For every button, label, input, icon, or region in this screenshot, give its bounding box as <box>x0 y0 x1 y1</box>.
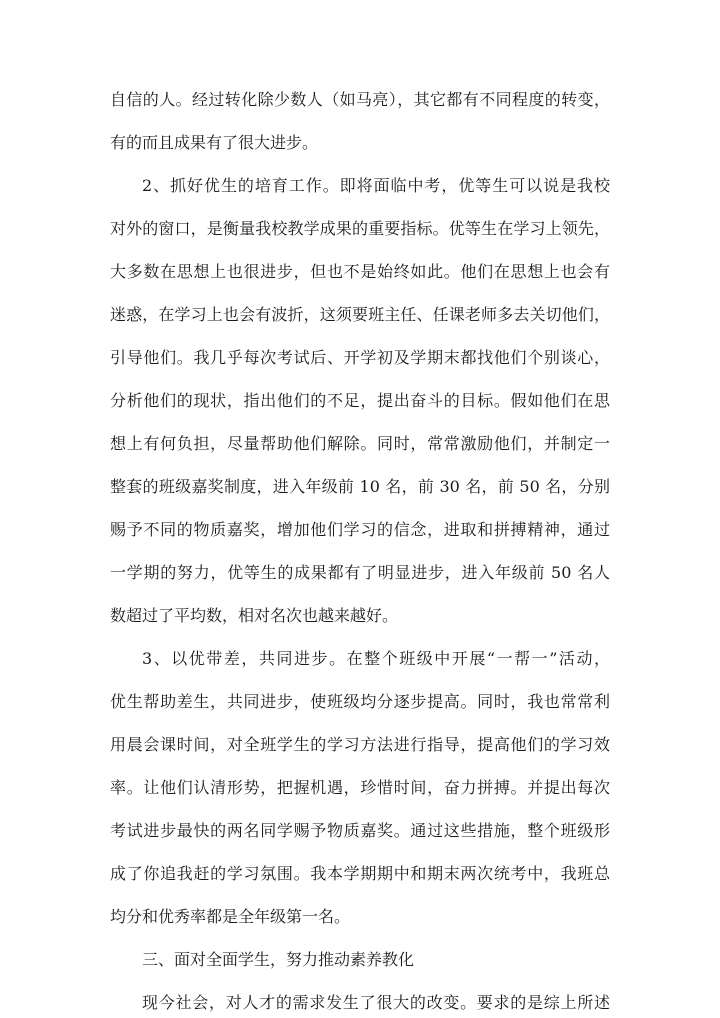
text-line-9: 想上有何负担，尽量帮助他们解除。同时，常常激励他们，并制定一 <box>110 434 610 453</box>
text-line-1: 自信的人。经过转化除少数人（如马亮），其它都有不同程度的转变， <box>110 90 610 109</box>
text-line-11: 赐予不同的物质嘉奖，增加他们学习的信念，进取和拼搏精神，通过 <box>110 520 610 539</box>
paragraph-4-first-line: 现今社会，对人才的需求发生了很大的改变。要求的是综上所述 <box>142 993 610 1012</box>
text-line-18: 考试进步最快的两名同学赐予物质嘉奖。通过这些措施，整个班级形 <box>110 821 610 840</box>
text-line-10: 整套的班级嘉奖制度，进入年级前 10 名，前 30 名，前 50 名，分别 <box>110 477 610 496</box>
text-line-17: 率。让他们认清形势，把握机遇，珍惜时间，奋力拼搏。并提出每次 <box>110 778 610 797</box>
text-line-8: 分析他们的现状，指出他们的不足，提出奋斗的目标。假如他们在思 <box>110 391 610 410</box>
text-line-7: 引导他们。我几乎每次考试后、开学初及学期末都找他们个别谈心， <box>110 348 610 367</box>
text-line-5: 大多数在思想上也很进步，但也不是始终如此。他们在思想上也会有 <box>110 262 610 281</box>
text-line-19: 成了你追我赶的学习氛围。我本学期期中和期末两次统考中，我班总 <box>110 864 610 883</box>
paragraph-3-first-line: 3、以优带差，共同进步。在整个班级中开展“一帮一”活动， <box>142 649 610 668</box>
text-line-4: 对外的窗口，是衡量我校教学成果的重要指标。优等生在学习上领先， <box>110 219 610 238</box>
paragraph-2-first-line: 2、抓好优生的培育工作。即将面临中考，优等生可以说是我校 <box>142 176 610 195</box>
text-line-2: 有的而且成果有了很大进步。 <box>110 133 319 152</box>
text-line-16: 用晨会课时间，对全班学生的学习方法进行指导，提高他们的学习效 <box>110 735 610 754</box>
text-line-15: 优生帮助差生，共同进步，使班级均分逐步提高。同时，我也常常利 <box>110 692 610 711</box>
text-line-20: 均分和优秀率都是全年级第一名。 <box>110 907 351 926</box>
text-line-13: 数超过了平均数，相对名次也越来越好。 <box>110 606 399 625</box>
section-heading-3: 三、面对全面学生，努力推动素养教化 <box>142 950 415 969</box>
text-line-12: 一学期的努力，优等生的成果都有了明显进步，进入年级前 50 名人 <box>110 563 610 582</box>
text-line-6: 迷惑，在学习上也会有波折，这须要班主任、任课老师多去关切他们， <box>110 305 610 324</box>
